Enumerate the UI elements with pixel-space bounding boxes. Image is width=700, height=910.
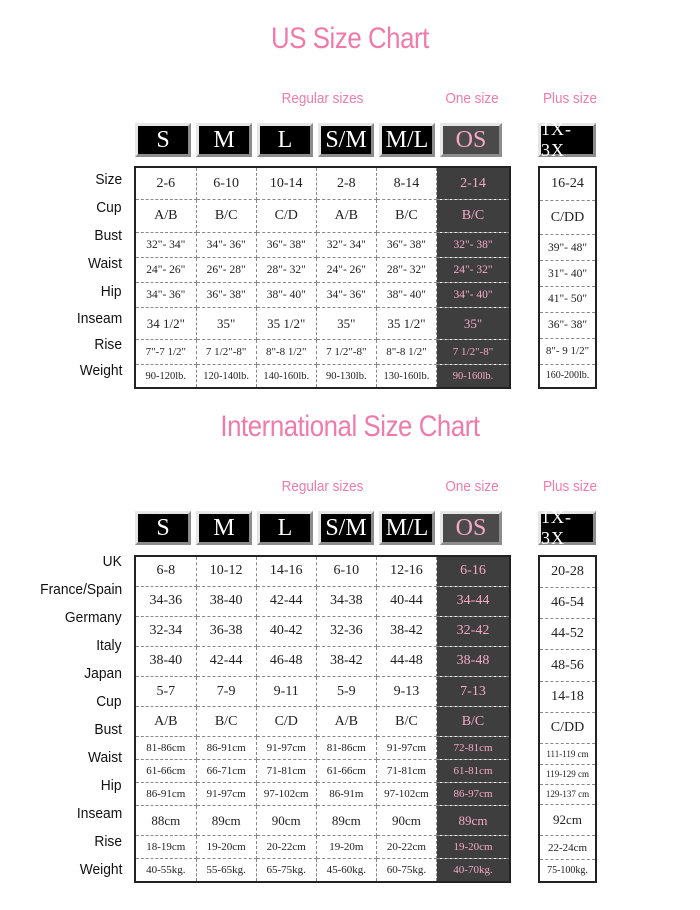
table-row <box>540 364 595 387</box>
table-cell: B/C <box>196 707 256 737</box>
table-row <box>136 586 509 616</box>
table-row <box>540 764 595 784</box>
intl-size-table <box>134 555 511 883</box>
table-cell: 22-24cm <box>540 836 595 860</box>
table-row <box>540 860 595 881</box>
table-cell: 71-81cm <box>256 760 316 783</box>
table-cell: 61-66cm <box>316 760 376 783</box>
table-row <box>540 784 595 804</box>
us-size-table <box>134 166 511 389</box>
us-plus-size-table <box>538 166 597 389</box>
table-cell: 7 1/2"-8" <box>316 340 376 365</box>
intl-header-sm: S/M <box>318 511 374 545</box>
table-cell: 34"- 36" <box>136 282 196 307</box>
table-cell-os: 32"- 38" <box>437 232 510 257</box>
table-cell: 38"- 40" <box>376 282 436 307</box>
table-cell: 86-91cm <box>136 783 196 806</box>
table-row <box>136 282 509 307</box>
intl-row-label-france-spain: France/Spain <box>39 581 122 598</box>
table-row <box>540 261 595 287</box>
table-cell: 40-55kg. <box>136 859 196 881</box>
us-row-label-cup: Cup <box>96 199 122 216</box>
table-cell: 48-56 <box>540 650 595 681</box>
table-cell: 34"- 36" <box>196 232 256 257</box>
table-cell: 6-8 <box>136 557 196 586</box>
table-cell: 38-42 <box>376 616 436 646</box>
table-cell: C/D <box>256 707 316 737</box>
table-cell: 45-60kg. <box>316 859 376 881</box>
table-row <box>540 235 595 261</box>
table-cell-os: 19-20cm <box>437 836 510 859</box>
table-cell: 40-44 <box>376 586 436 616</box>
table-row <box>136 365 509 387</box>
table-row <box>136 200 509 233</box>
table-cell-os: 40-70kg. <box>437 859 510 881</box>
table-row <box>540 681 595 712</box>
us-header-os: OS <box>440 123 502 157</box>
table-cell: 86-91cm <box>196 737 256 760</box>
table-cell: 8"- 9 1/2" <box>540 338 595 364</box>
table-cell: 7-9 <box>196 676 256 706</box>
intl-regular-sizes-label: Regular sizes <box>281 478 364 495</box>
table-cell-os: 24"- 32" <box>437 257 510 282</box>
table-cell: 28"- 32" <box>256 257 316 282</box>
table-cell: 36"- 38" <box>540 312 595 338</box>
table-cell: C/DD <box>540 201 595 235</box>
table-row <box>540 312 595 338</box>
table-row <box>540 557 595 587</box>
intl-row-label-germany: Germany <box>65 609 122 626</box>
us-row-label-inseam: Inseam <box>76 310 122 327</box>
table-cell: 66-71cm <box>196 760 256 783</box>
table-row <box>136 646 509 676</box>
table-row <box>136 737 509 760</box>
us-size-header-row <box>135 123 502 157</box>
table-cell: 44-48 <box>376 646 436 676</box>
table-cell: 89cm <box>196 806 256 836</box>
table-cell: 46-48 <box>256 646 316 676</box>
intl-row-label-uk: UK <box>102 553 122 570</box>
table-cell: 42-44 <box>196 646 256 676</box>
table-cell-os: 32-42 <box>437 616 510 646</box>
table-row <box>540 338 595 364</box>
table-row <box>136 340 509 365</box>
table-cell: 35 1/2" <box>376 307 436 340</box>
table-cell: 31"- 40" <box>540 261 595 287</box>
table-cell: 36"- 38" <box>256 232 316 257</box>
intl-plus-size-label: Plus size <box>542 478 598 495</box>
intl-header-s: S <box>135 511 191 545</box>
table-cell: 6-10 <box>196 168 256 200</box>
intl-header-m: M <box>196 511 252 545</box>
table-cell: 38-42 <box>316 646 376 676</box>
table-cell: 19-20cm <box>196 836 256 859</box>
table-cell: A/B <box>136 707 196 737</box>
table-cell: 46-54 <box>540 587 595 618</box>
table-cell: 32-34 <box>136 616 196 646</box>
table-row <box>136 859 509 881</box>
table-row <box>540 836 595 860</box>
table-cell: 18-19cm <box>136 836 196 859</box>
us-header-m: M <box>196 123 252 157</box>
table-cell: 35 1/2" <box>256 307 316 340</box>
intl-row-label-bust: Bust <box>94 721 122 738</box>
table-cell: 8"-8 1/2" <box>256 340 316 365</box>
table-cell: 90-120lb. <box>136 365 196 387</box>
table-row <box>540 744 595 764</box>
table-cell: 41"- 50" <box>540 286 595 312</box>
intl-header-os: OS <box>440 511 502 545</box>
table-cell: 140-160lb. <box>256 365 316 387</box>
table-row <box>540 713 595 744</box>
table-cell: 9-11 <box>256 676 316 706</box>
table-cell: 91-97cm <box>196 783 256 806</box>
table-row <box>540 587 595 618</box>
table-cell: 90cm <box>376 806 436 836</box>
table-cell-os: 7-13 <box>437 676 510 706</box>
us-row-label-weight: Weight <box>79 362 122 379</box>
table-cell: 65-75kg. <box>256 859 316 881</box>
us-header-plus: 1X-3X <box>538 123 596 157</box>
table-cell: 8"-8 1/2" <box>376 340 436 365</box>
intl-one-size-label: One size <box>445 478 499 495</box>
us-header-sm: S/M <box>318 123 374 157</box>
table-cell: 35" <box>316 307 376 340</box>
table-cell: 16-24 <box>540 168 595 201</box>
table-cell: 44-52 <box>540 619 595 650</box>
table-cell: 6-10 <box>316 557 376 586</box>
table-cell: 40-42 <box>256 616 316 646</box>
table-cell: 111-119 cm <box>540 744 595 764</box>
table-row <box>540 168 595 201</box>
table-cell: 20-22cm <box>376 836 436 859</box>
table-cell: 2-6 <box>136 168 196 200</box>
table-cell-os: 90-160lb. <box>437 365 510 387</box>
table-cell: A/B <box>316 707 376 737</box>
intl-header-plus: 1X-3X <box>538 511 596 545</box>
us-regular-sizes-label: Regular sizes <box>281 90 364 107</box>
table-cell: 61-66cm <box>136 760 196 783</box>
table-cell: 12-16 <box>376 557 436 586</box>
table-cell: 81-86cm <box>316 737 376 760</box>
table-cell: 120-140lb. <box>196 365 256 387</box>
table-cell: 35" <box>196 307 256 340</box>
table-cell: 9-13 <box>376 676 436 706</box>
intl-size-header-row <box>135 511 502 545</box>
table-cell: 24"- 26" <box>316 257 376 282</box>
table-cell: 10-12 <box>196 557 256 586</box>
table-row <box>540 805 595 836</box>
table-row <box>540 201 595 235</box>
table-cell: 5-7 <box>136 676 196 706</box>
table-cell: 38-40 <box>196 586 256 616</box>
table-cell: 10-14 <box>256 168 316 200</box>
table-cell: 97-102cm <box>256 783 316 806</box>
table-cell: C/D <box>256 200 316 233</box>
table-cell: 32"- 34" <box>136 232 196 257</box>
table-cell: 8-14 <box>376 168 436 200</box>
intl-plus-header-row <box>538 507 596 548</box>
table-row <box>136 760 509 783</box>
us-header-l: L <box>257 123 313 157</box>
table-cell: 86-91m <box>316 783 376 806</box>
table-cell-os: 7 1/2"-8" <box>437 340 510 365</box>
table-cell: 20-28 <box>540 557 595 587</box>
table-row <box>540 619 595 650</box>
table-cell: 38"- 40" <box>256 282 316 307</box>
us-header-ml: M/L <box>379 123 435 157</box>
table-cell-os: 72-81cm <box>437 737 510 760</box>
table-cell: 130-160lb. <box>376 365 436 387</box>
table-cell: 119-129 cm <box>540 764 595 784</box>
table-cell: 20-22cm <box>256 836 316 859</box>
table-row <box>540 286 595 312</box>
us-row-label-waist: Waist <box>88 255 122 272</box>
table-cell: 160-200lb. <box>545 370 590 382</box>
table-cell-os: 34-44 <box>437 586 510 616</box>
table-cell: B/C <box>376 200 436 233</box>
us-chart-title: US Size Chart <box>271 22 429 55</box>
table-cell: 34-38 <box>316 586 376 616</box>
table-cell: 89cm <box>316 806 376 836</box>
table-cell: A/B <box>316 200 376 233</box>
table-row <box>540 650 595 681</box>
table-row <box>136 806 509 836</box>
table-cell: 90cm <box>256 806 316 836</box>
table-cell: 32-36 <box>316 616 376 646</box>
table-cell: 92cm <box>540 805 595 836</box>
table-row <box>136 836 509 859</box>
table-row <box>136 616 509 646</box>
intl-row-label-japan: Japan <box>84 665 122 682</box>
table-cell-os: B/C <box>437 707 510 737</box>
table-cell: 75-100kg. <box>547 865 588 877</box>
table-cell: 36"- 38" <box>196 282 256 307</box>
table-cell: 26"- 28" <box>196 257 256 282</box>
table-cell-os: B/C <box>437 200 510 233</box>
table-row <box>136 783 509 806</box>
table-row <box>136 257 509 282</box>
table-cell: 60-75kg. <box>376 859 436 881</box>
us-one-size-label: One size <box>445 90 499 107</box>
table-cell: 38-40 <box>136 646 196 676</box>
table-cell: 90-130lb. <box>316 365 376 387</box>
table-cell: 36"- 38" <box>376 232 436 257</box>
table-cell-os: 6-16 <box>437 557 510 586</box>
table-cell: 32"- 34" <box>316 232 376 257</box>
us-row-label-hip: Hip <box>101 283 122 300</box>
table-cell-os: 35" <box>437 307 510 340</box>
table-cell: 24"- 26" <box>136 257 196 282</box>
table-cell: 91-97cm <box>256 737 316 760</box>
table-cell: 97-102cm <box>376 783 436 806</box>
table-cell-os: 38-48 <box>437 646 510 676</box>
table-cell: 28"- 32" <box>376 257 436 282</box>
intl-row-label-weight: Weight <box>79 861 122 878</box>
table-cell: 91-97cm <box>376 737 436 760</box>
table-cell: 34"- 36" <box>316 282 376 307</box>
table-cell: A/B <box>136 200 196 233</box>
table-cell: B/C <box>376 707 436 737</box>
table-cell: 7"-7 1/2" <box>136 340 196 365</box>
us-plus-size-label: Plus size <box>542 90 598 107</box>
table-cell: 36-38 <box>196 616 256 646</box>
table-cell: 129-137 cm <box>540 784 595 804</box>
table-cell: 7 1/2"-8" <box>196 340 256 365</box>
table-cell: 14-18 <box>540 681 595 712</box>
table-cell: 19-20m <box>316 836 376 859</box>
table-row <box>136 232 509 257</box>
table-cell: 42-44 <box>256 586 316 616</box>
us-row-label-rise: Rise <box>94 336 122 353</box>
table-cell-os: 34"- 40" <box>437 282 510 307</box>
table-row <box>136 707 509 737</box>
table-cell-os: 89cm <box>437 806 510 836</box>
us-header-s: S <box>135 123 191 157</box>
us-row-label-size: Size <box>95 171 122 188</box>
table-row <box>136 676 509 706</box>
table-cell: 55-65kg. <box>196 859 256 881</box>
intl-row-label-hip: Hip <box>101 777 122 794</box>
table-row <box>136 307 509 340</box>
intl-row-label-waist: Waist <box>88 749 122 766</box>
table-row <box>136 168 509 200</box>
table-cell: 88cm <box>136 806 196 836</box>
intl-row-label-italy: Italy <box>96 637 122 654</box>
table-cell: 34 1/2" <box>136 307 196 340</box>
table-cell: 81-86cm <box>136 737 196 760</box>
intl-row-label-cup: Cup <box>96 693 122 710</box>
table-cell: 71-81cm <box>376 760 436 783</box>
table-cell: C/DD <box>540 713 595 744</box>
intl-header-ml: M/L <box>379 511 435 545</box>
table-cell: 39"- 48" <box>540 235 595 261</box>
intl-chart-title: International Size Chart <box>220 410 480 443</box>
table-cell: 14-16 <box>256 557 316 586</box>
table-cell: 5-9 <box>316 676 376 706</box>
table-cell: B/C <box>196 200 256 233</box>
table-cell-os: 61-81cm <box>437 760 510 783</box>
intl-plus-size-table <box>538 555 597 883</box>
table-cell-os: 86-97cm <box>437 783 510 806</box>
table-cell: 34-36 <box>136 586 196 616</box>
us-plus-header-row <box>538 119 596 160</box>
intl-row-label-rise: Rise <box>94 833 122 850</box>
table-row <box>136 557 509 586</box>
us-row-label-bust: Bust <box>94 227 122 244</box>
table-cell: 2-8 <box>316 168 376 200</box>
table-cell-os: 2-14 <box>437 168 510 200</box>
intl-row-label-inseam: Inseam <box>76 805 122 822</box>
intl-header-l: L <box>257 511 313 545</box>
